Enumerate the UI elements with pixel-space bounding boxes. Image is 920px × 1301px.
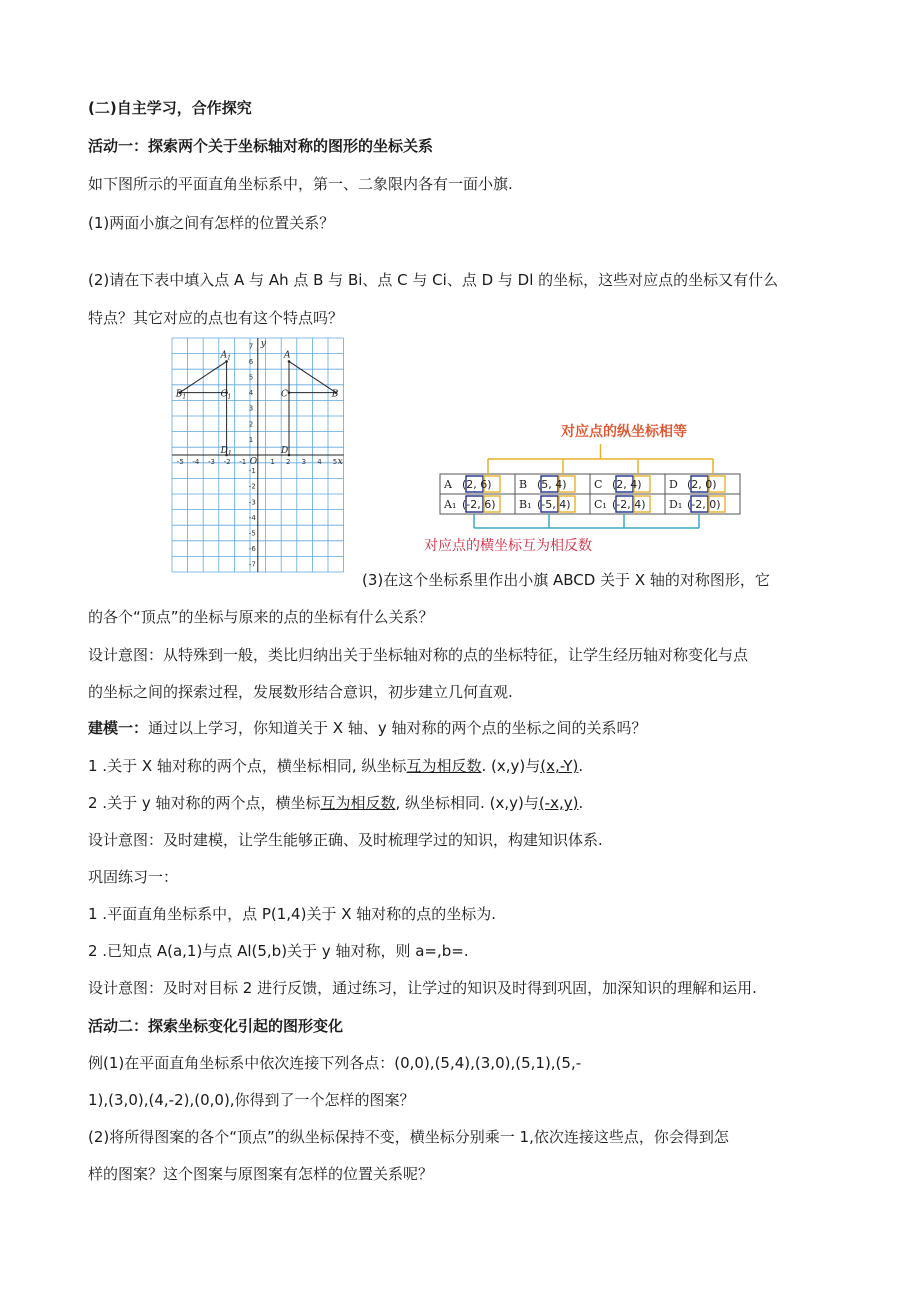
subscript: 1: [227, 393, 232, 401]
table-coordinate: (2, 6): [462, 478, 492, 491]
y-tick-label: -7: [248, 560, 256, 569]
y-tick-label: -4: [248, 513, 256, 522]
model1-item1-answer: 互为相反数: [406, 757, 482, 775]
model1-question: [88, 718, 646, 738]
practice1-item2: 2 .已知点 A(a,1)与点 Al(5,b)关于 y 轴对称，则 a=,b=.: [88, 942, 469, 960]
x-tick-label: -1: [239, 458, 247, 466]
point-d-label: D: [281, 446, 289, 456]
x-tick-label: 2: [286, 458, 291, 466]
table-point-label: C: [594, 478, 603, 491]
x-tick-label: 3: [301, 458, 307, 466]
y-tick-label: -1: [248, 467, 256, 476]
y-axis-label: y: [260, 339, 266, 349]
subscript: 1: [227, 450, 232, 457]
model1-item2-end: .: [578, 794, 584, 812]
example1-line2: 1),(3,0),(4,-2),(0,0),你得到了一个怎样的图案？: [88, 1091, 415, 1109]
activity2-title: 活动二：探索坐标变化引起的图形变化: [88, 1017, 344, 1035]
model1-item1-end: .: [578, 757, 584, 775]
y-tick-label: 2: [248, 420, 254, 429]
table-coordinate: (-2, 0): [687, 498, 721, 511]
model1-item2-text: 2 .关于 y 轴对称的两个点，横坐标: [88, 794, 321, 812]
model1-title: 建模一：: [88, 719, 149, 737]
question-2-line1: (2)请在下表中填入点 A 与 Ah 点 B 与 Bi、点 C 与 Ci、点 D 与 Dl 的坐标，这些对应点的坐标又有什么: [88, 271, 779, 289]
y-tick-label: 4: [248, 389, 254, 398]
table-coordinate: (2, 4): [612, 478, 642, 491]
model1-item2: [88, 793, 583, 813]
activity1-intro: 如下图所示的平面直角坐标系中，第一、二象限内各有一面小旗.: [88, 175, 513, 193]
activity1-design-line2: 的坐标之间的探索过程，发展数形结合意识，初步建立几何直观.: [88, 683, 513, 701]
table-point-label: D₁: [669, 498, 683, 511]
point-b1-label: $B_1$: [175, 389, 187, 401]
point-a-marker: [288, 360, 291, 363]
point-d1-label: $D_1$: [220, 446, 232, 457]
table-coordinate: (2, 0): [687, 478, 717, 491]
y-tick-label: 1: [248, 435, 254, 444]
model1-item2-answer: 互为相反数: [320, 794, 396, 812]
point-a1-label: $A_1$: [220, 350, 231, 362]
y-tick-label: 3: [248, 404, 254, 413]
activity1-title: 活动一：探索两个关于坐标轴对称的图形的坐标关系: [88, 137, 434, 155]
point-c-label: C: [281, 389, 288, 400]
practice1-title: 巩固练习一：: [88, 868, 179, 886]
model1-item1-text: 1 .关于 X 轴对称的两个点，横坐标相同, 纵坐标: [88, 757, 407, 775]
question-1: (1)两面小旗之间有怎样的位置关系？: [88, 214, 335, 232]
y-tick-label: -3: [248, 498, 256, 507]
y-tick-label: -5: [248, 529, 256, 538]
example1-line1: 例(1)在平面直角坐标系中依次连接下列各点：(0,0),(5,4),(3,0),(5,1),(5,-: [88, 1054, 582, 1072]
y-tick-label: -6: [248, 545, 256, 554]
y-tick-label: 5: [248, 373, 254, 382]
question-2-line2: 特点？其它对应的点也有这个特点吗？: [88, 309, 344, 327]
practice1-design: 设计意图：及时对目标 2 进行反馈，通过练习，让学过的知识及时得到巩固，加深知识的理解和运用.: [88, 979, 757, 997]
point-b-label: B: [331, 389, 339, 400]
table-point-label: D: [669, 478, 678, 491]
subscript: 1: [227, 354, 231, 362]
table-point-label: A₁: [444, 498, 457, 511]
x-tick-label: 1: [270, 458, 275, 466]
model1-design: 设计意图：及时建模，让学生能够正确、及时梳理学过的知识，构建知识体系.: [88, 831, 603, 849]
x-tick-label: 4: [317, 458, 322, 466]
table-point-label: B₁: [519, 498, 532, 511]
activity1-design-line1: 设计意图：从特殊到一般，类比归纳出关于坐标轴对称的点的坐标特征，让学生经历轴对称变化与点: [88, 646, 749, 664]
y-tick-label: 6: [248, 357, 254, 366]
coordinate-grid-figure: [168, 336, 354, 576]
origin-label: O: [249, 457, 258, 467]
table-point-label: B: [519, 478, 528, 491]
point-c1-label: $C_1$: [220, 389, 232, 401]
model1-item1: [88, 756, 583, 776]
coordinate-table-figure: [424, 418, 764, 558]
model1-item2-answer2: (-x,y): [538, 794, 579, 812]
table-coordinate: (-2, 6): [462, 498, 496, 511]
table-point-label: A: [444, 478, 452, 491]
point-a-label: A: [284, 350, 291, 361]
y-tick-label: -2: [248, 482, 256, 491]
subscript: 1: [182, 393, 187, 401]
model1-item1-text2: . (x,y)与: [481, 757, 541, 775]
x-tick-label: -2: [223, 458, 231, 466]
table-point-label: C₁: [594, 498, 607, 511]
question-3-line1: (3)在这个坐标系里作出小旗 ABCD 关于 X 轴的对称图形，它: [362, 571, 770, 589]
table-coordinate: (-5, 4): [537, 498, 571, 511]
question-3-line2: 的各个“顶点”的坐标与原来的点的坐标有什么关系？: [88, 608, 434, 626]
point-c-marker: [288, 391, 291, 394]
model1-item1-answer2: (x,-Y): [540, 757, 579, 775]
table-top-caption: 对应点的纵坐标相等: [561, 424, 687, 440]
x-axis-label: x: [337, 457, 343, 467]
y-tick-label: 7: [248, 342, 254, 351]
table-coordinate: (5, 4): [537, 478, 567, 491]
x-tick-label: -3: [208, 458, 215, 466]
x-tick-label: 5: [332, 458, 338, 466]
x-tick-label: -4: [192, 458, 200, 466]
table-bottom-caption: 对应点的横坐标互为相反数: [424, 538, 592, 554]
practice1-item1: 1 .平面直角坐标系中，点 P(1,4)关于 X 轴对称的点的坐标为.: [88, 905, 497, 923]
example2-line1: (2)将所得图案的各个“顶点”的纵坐标保持不变，横坐标分别乘一 1,依次连接这些点，你会得到怎: [88, 1128, 729, 1146]
section-heading: (二)自主学习，合作探究: [88, 99, 252, 117]
model1-item2-text2: , 纵坐标相同. (x,y)与: [395, 794, 539, 812]
x-tick-label: -5: [176, 458, 184, 466]
example2-line2: 样的图案？这个图案与原图案有怎样的位置关系呢？: [88, 1165, 434, 1183]
table-coordinate: (-2, 4): [612, 498, 646, 511]
model1-title-rest: 通过以上学习，你知道关于 X 轴、y 轴对称的两个点的坐标之间的关系吗？: [148, 719, 647, 737]
